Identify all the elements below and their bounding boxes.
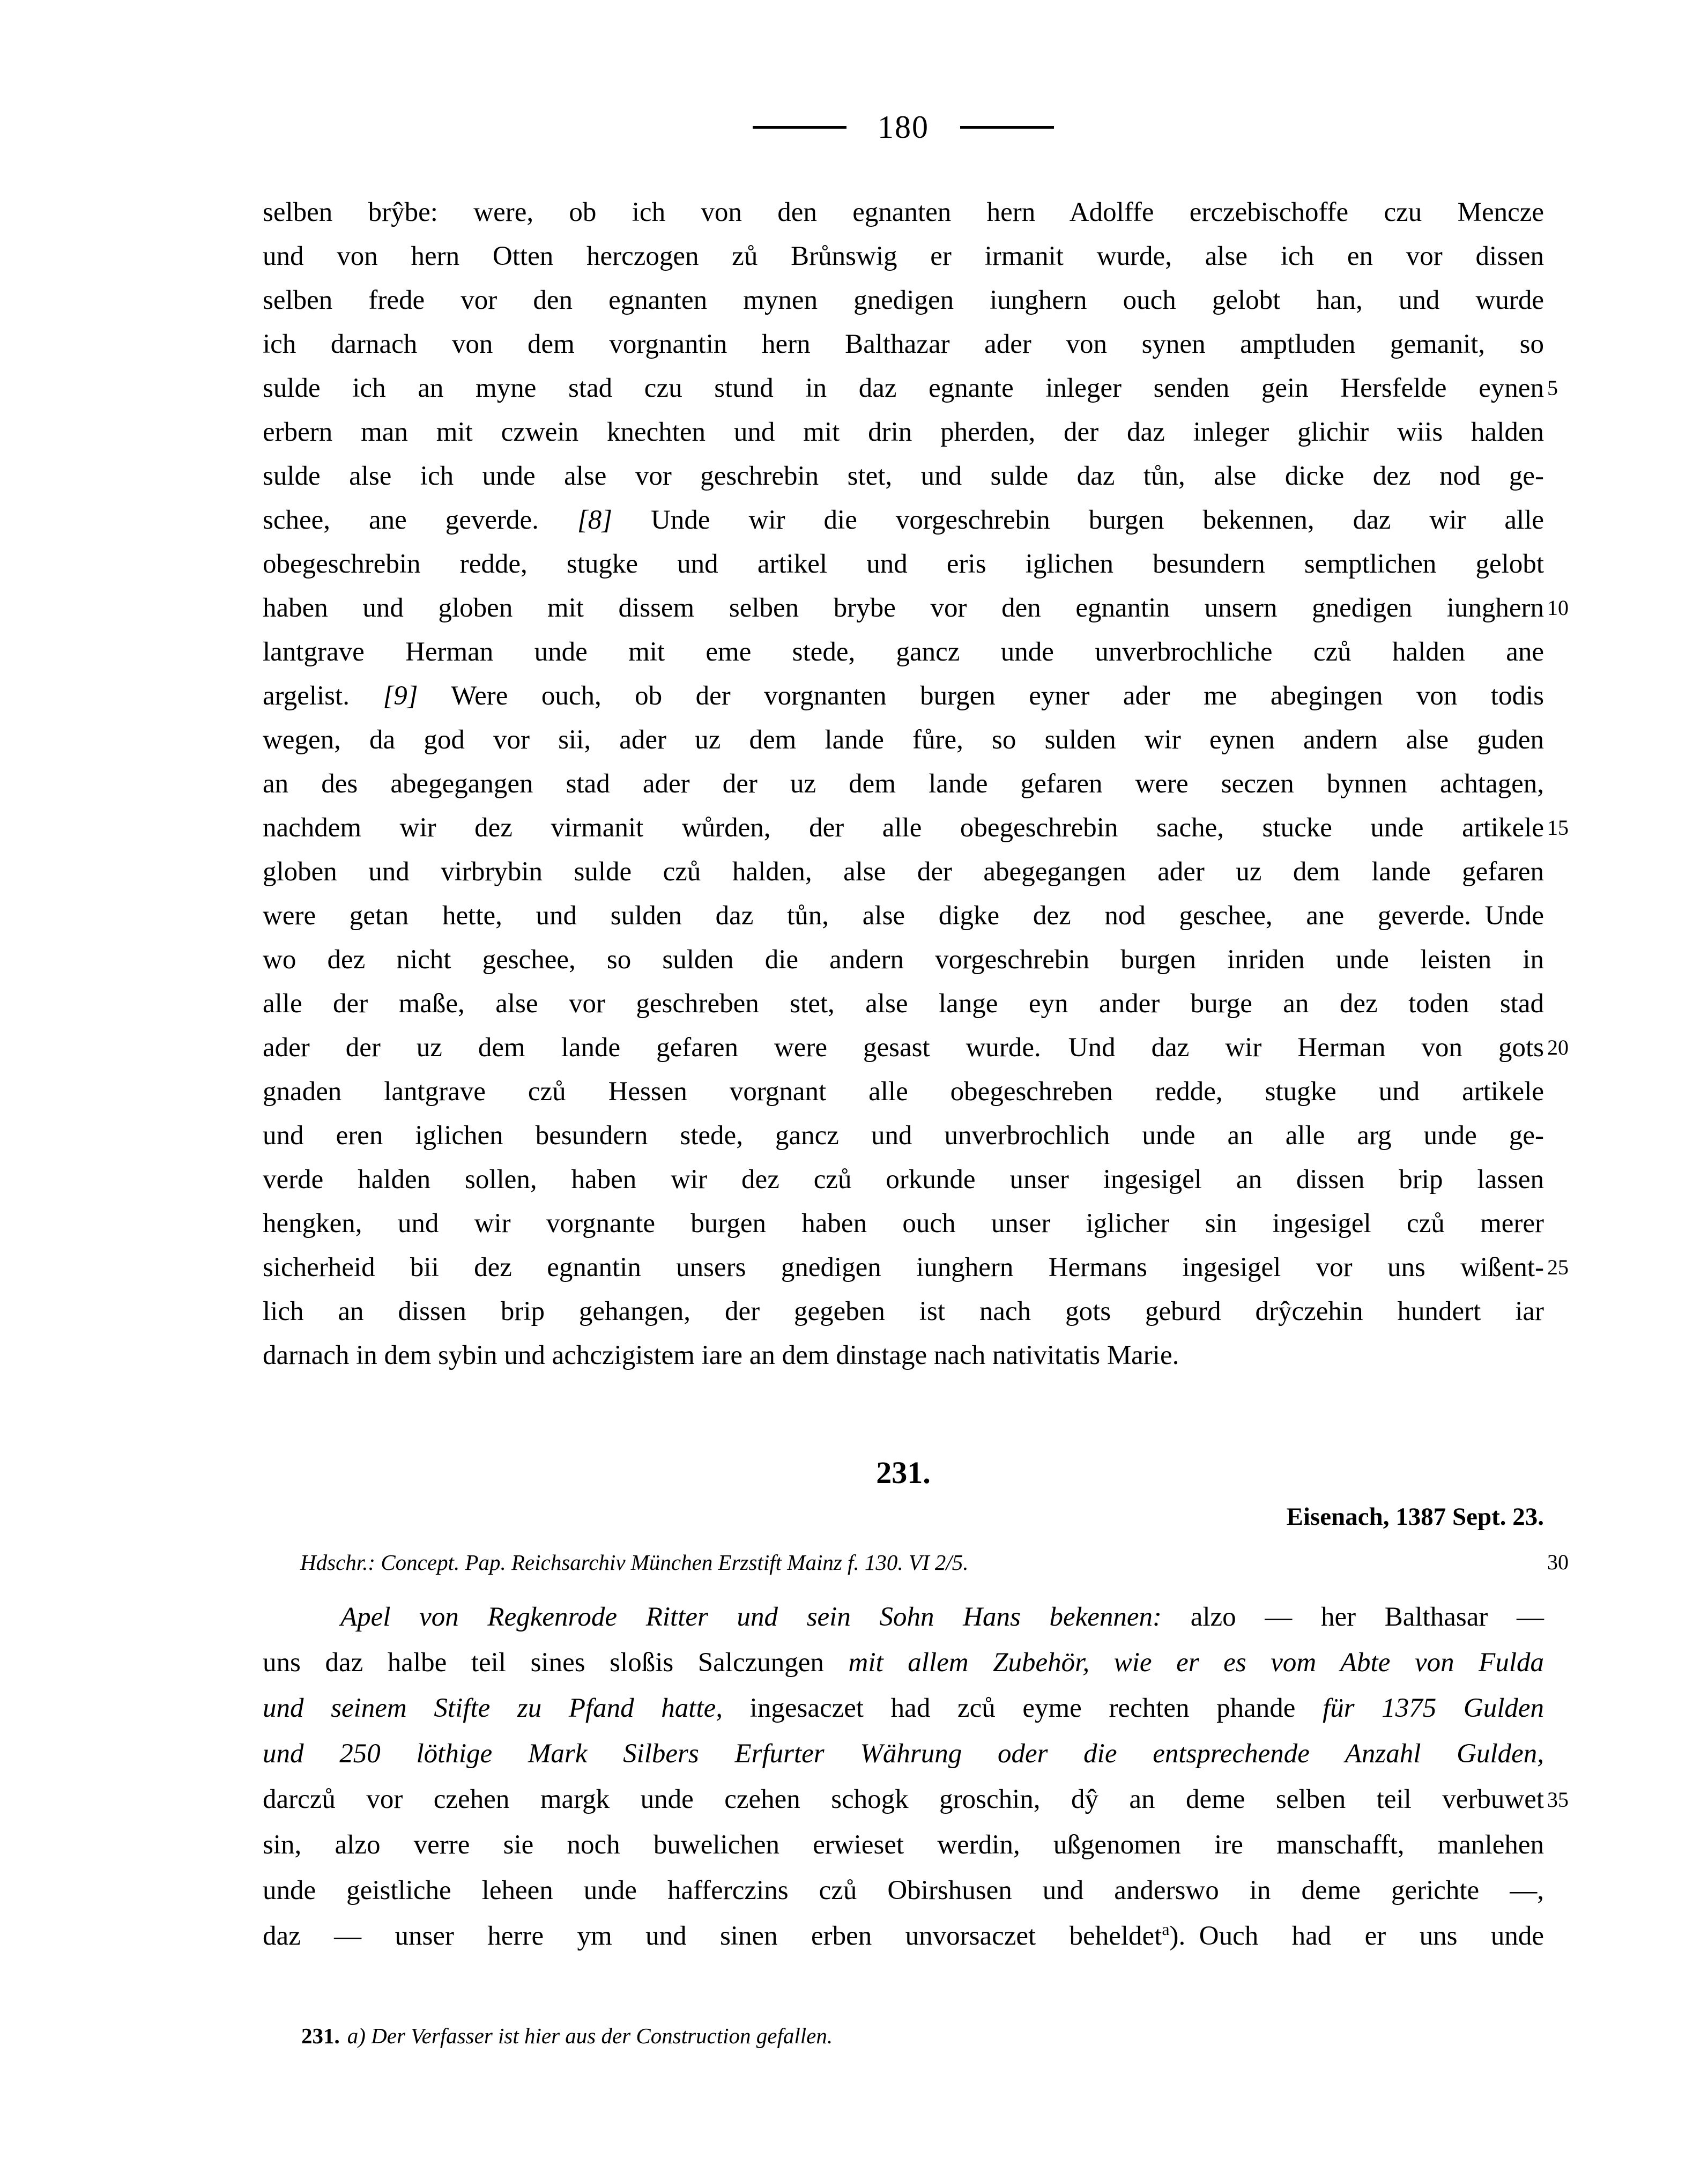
text-segment: daz — unser herre ym und sinen erben unvorsaczet beheldet	[263, 1921, 1162, 1951]
text-line	[263, 542, 1544, 586]
text-segment: nachdem wir dez virmanit wůrden, der alle obegeschrebin sache, stucke unde artikele	[263, 813, 1544, 843]
footnote	[263, 2019, 1544, 2052]
margin-line-number: 5	[1547, 376, 1558, 400]
text-segment: were getan hette, und sulden daz tůn, alse digke dez nod geschee, ane geverde. Unde	[263, 901, 1544, 931]
text-segment: und 250 löthige Mark Silbers Erfurter Währung oder die entsprechende Anzahl Gulden,	[263, 1739, 1544, 1769]
text-line	[263, 366, 1558, 410]
text-line	[263, 1158, 1544, 1202]
text-line	[263, 234, 1544, 278]
text-segment: lich an dissen brip gehangen, der gegeben ist nach gots geburd drŷczehin hundert iar	[263, 1296, 1544, 1326]
text-segment: argelist.	[263, 681, 383, 711]
text-line	[263, 1914, 1544, 1959]
text-line	[263, 1595, 1544, 1640]
text-line	[263, 1333, 1544, 1377]
text-line	[263, 762, 1544, 806]
text-segment: Unde wir die vorgeschrebin burgen bekennen, daz wir alle	[612, 505, 1544, 535]
text-segment: ingesaczet had zců eyme rechten phande	[723, 1693, 1323, 1723]
text-line	[263, 498, 1544, 542]
text-segment: [9]	[383, 681, 418, 711]
text-line	[263, 1114, 1544, 1158]
text-line	[263, 894, 1544, 938]
text-line	[263, 850, 1544, 894]
entry-231-dateline: Eisenach, 1387 Sept. 23.	[1286, 1503, 1544, 1531]
text-segment: selben frede vor den egnanten mynen gnedigen iunghern ouch gelobt han, und wurde	[263, 285, 1544, 315]
text-segment: sicherheid bii dez egnantin unsers gnedigen iunghern Hermans ingesigel vor uns wißent-	[263, 1252, 1544, 1282]
text-line	[263, 674, 1544, 718]
text-segment: unde geistliche leheen unde hafferczins czů Obirshusen und anderswo in deme gerichte —,	[263, 1875, 1544, 1905]
text-segment: globen und virbrybin sulde czů halden, alse der abegegangen ader uz dem lande gefaren	[263, 857, 1544, 887]
text-segment: Were ouch, ob der vorgnanten burgen eyner ader me abegingen von todis	[418, 681, 1544, 711]
text-segment: und von hern Otten herczogen zů Brůnswig er irmanit wurde, alse ich en vor dissen	[263, 241, 1544, 271]
text-segment: hengken, und wir vorgnante burgen haben ouch unser iglicher sin ingesigel czů merer	[263, 1208, 1544, 1239]
text-line	[263, 718, 1544, 762]
text-segment: und seinem Stifte zu Pfand hatte,	[263, 1693, 723, 1723]
text-line	[263, 982, 1544, 1026]
text-segment: ich darnach von dem vorgnantin hern Balthazar ader von synen amptluden gemanit, so	[263, 329, 1544, 359]
entry-231-source-row	[263, 1544, 1569, 1581]
text-segment: darczů vor czehen margk unde czehen schogk groschin, dŷ an deme selben teil verbuwet	[263, 1784, 1544, 1814]
entry-231-heading: 231.	[876, 1455, 931, 1490]
text-segment: obegeschrebin redde, stugke und artikel und eris iglichen besundern semptlichen gelobt	[263, 549, 1544, 579]
entry-231-text-block	[263, 1595, 1569, 1959]
text-line	[263, 1686, 1544, 1731]
margin-line-number: 15	[1547, 815, 1569, 840]
margin-line-number: 35	[1547, 1788, 1569, 1812]
text-line	[263, 630, 1544, 674]
text-line	[263, 410, 1544, 454]
page-header	[263, 102, 1544, 153]
text-segment: [8]	[577, 505, 613, 535]
text-line	[263, 1640, 1544, 1686]
text-line	[263, 938, 1544, 982]
text-segment: lantgrave Herman unde mit eme stede, gancz unde unverbrochliche czů halden ane	[263, 637, 1544, 667]
text-segment: alle der maße, alse vor geschreben stet, alse lange eyn ander burge an dez toden stad	[263, 989, 1544, 1019]
text-segment: gnaden lantgrave czů Hessen vorgnant alle obegeschreben redde, stugke und artikele	[263, 1077, 1544, 1107]
text-line	[263, 454, 1544, 498]
text-segment: haben und globen mit dissem selben brybe vor den egnantin unsern gnedigen iunghern	[263, 593, 1544, 623]
text-line	[263, 1289, 1544, 1333]
margin-line-number: 10	[1547, 596, 1569, 620]
footnote-entry-label: 231.	[301, 2023, 340, 2048]
text-line	[263, 586, 1569, 630]
header-rule-right	[960, 126, 1054, 129]
footnote-text: a) Der Verfasser ist hier aus der Construction gefallen.	[347, 2023, 833, 2048]
text-line	[263, 1245, 1569, 1289]
page-number: 180	[878, 109, 929, 145]
text-line	[263, 1070, 1544, 1114]
text-segment: mit allem Zubehör, wie er es vom Abte von Fulda	[848, 1648, 1544, 1678]
text-line	[263, 1777, 1569, 1822]
header-rule-left	[753, 126, 846, 129]
text-segment: sin, alzo verre sie noch buwelichen erwieset werdin, ußgenomen ire manschafft, manlehen	[263, 1830, 1544, 1860]
text-segment: und eren iglichen besundern stede, gancz und unverbrochlich unde an alle arg unde ge-	[263, 1121, 1544, 1151]
text-segment: sulde ich an myne stad czu stund in daz egnante inleger senden gein Hersfelde eynen	[263, 373, 1544, 403]
text-segment: ). Ouch had er uns unde	[1169, 1921, 1544, 1951]
text-segment: a	[1162, 1919, 1170, 1939]
text-line	[263, 278, 1544, 322]
entry-231-source-note: Hdschr.: Concept. Pap. Reichsarchiv München Erzstift Mainz f. 130. VI 2/5.	[300, 1550, 969, 1575]
text-segment: alzo — her Balthasar —	[1162, 1602, 1544, 1632]
text-segment: wegen, da god vor sii, ader uz dem lande fůre, so sulden wir eynen andern alse guden	[263, 725, 1544, 755]
text-segment: darnach in dem sybin und achczigistem iare an dem dinstage nach nativitatis Marie.	[263, 1340, 1179, 1370]
text-segment: für 1375 Gulden	[1323, 1693, 1544, 1723]
text-segment: an des abegegangen stad ader der uz dem lande gefaren were seczen bynnen achtagen,	[263, 769, 1544, 799]
text-segment: uns daz halbe teil sines sloßis Salczungen	[263, 1648, 849, 1678]
text-line	[263, 1202, 1544, 1245]
margin-line-number: 30	[1547, 1550, 1569, 1574]
text-line	[263, 190, 1544, 234]
text-segment: wo dez nicht geschee, so sulden die andern vorgeschrebin burgen inriden unde leisten in	[263, 945, 1544, 975]
text-segment: erbern man mit czwein knechten und mit drin pherden, der daz inleger glichir wiis halden	[263, 417, 1544, 447]
text-line	[263, 1868, 1544, 1914]
text-line	[263, 322, 1544, 366]
text-segment: Apel von Regkenrode Ritter und sein Sohn Hans bekennen:	[340, 1602, 1162, 1632]
text-line	[263, 1731, 1544, 1777]
text-segment: verde halden sollen, haben wir dez czů orkunde unser ingesigel an dissen brip lassen	[263, 1165, 1544, 1195]
text-line	[263, 806, 1569, 850]
entry-230-text-block	[263, 190, 1569, 1377]
text-segment: schee, ane geverde.	[263, 505, 577, 535]
text-segment: sulde alse ich unde alse vor geschrebin stet, und sulde daz tůn, alse dicke dez nod ge-	[263, 461, 1544, 491]
margin-line-number: 20	[1547, 1035, 1569, 1059]
text-line	[263, 1026, 1569, 1070]
text-segment: selben brŷbe: were, ob ich von den egnanten hern Adolffe erczebischoffe czu Mencze	[263, 197, 1544, 227]
text-segment: ader der uz dem lande gefaren were gesast wurde. Und daz wir Herman von gots	[263, 1033, 1544, 1063]
text-line	[263, 1822, 1544, 1868]
margin-line-number: 25	[1547, 1255, 1569, 1279]
